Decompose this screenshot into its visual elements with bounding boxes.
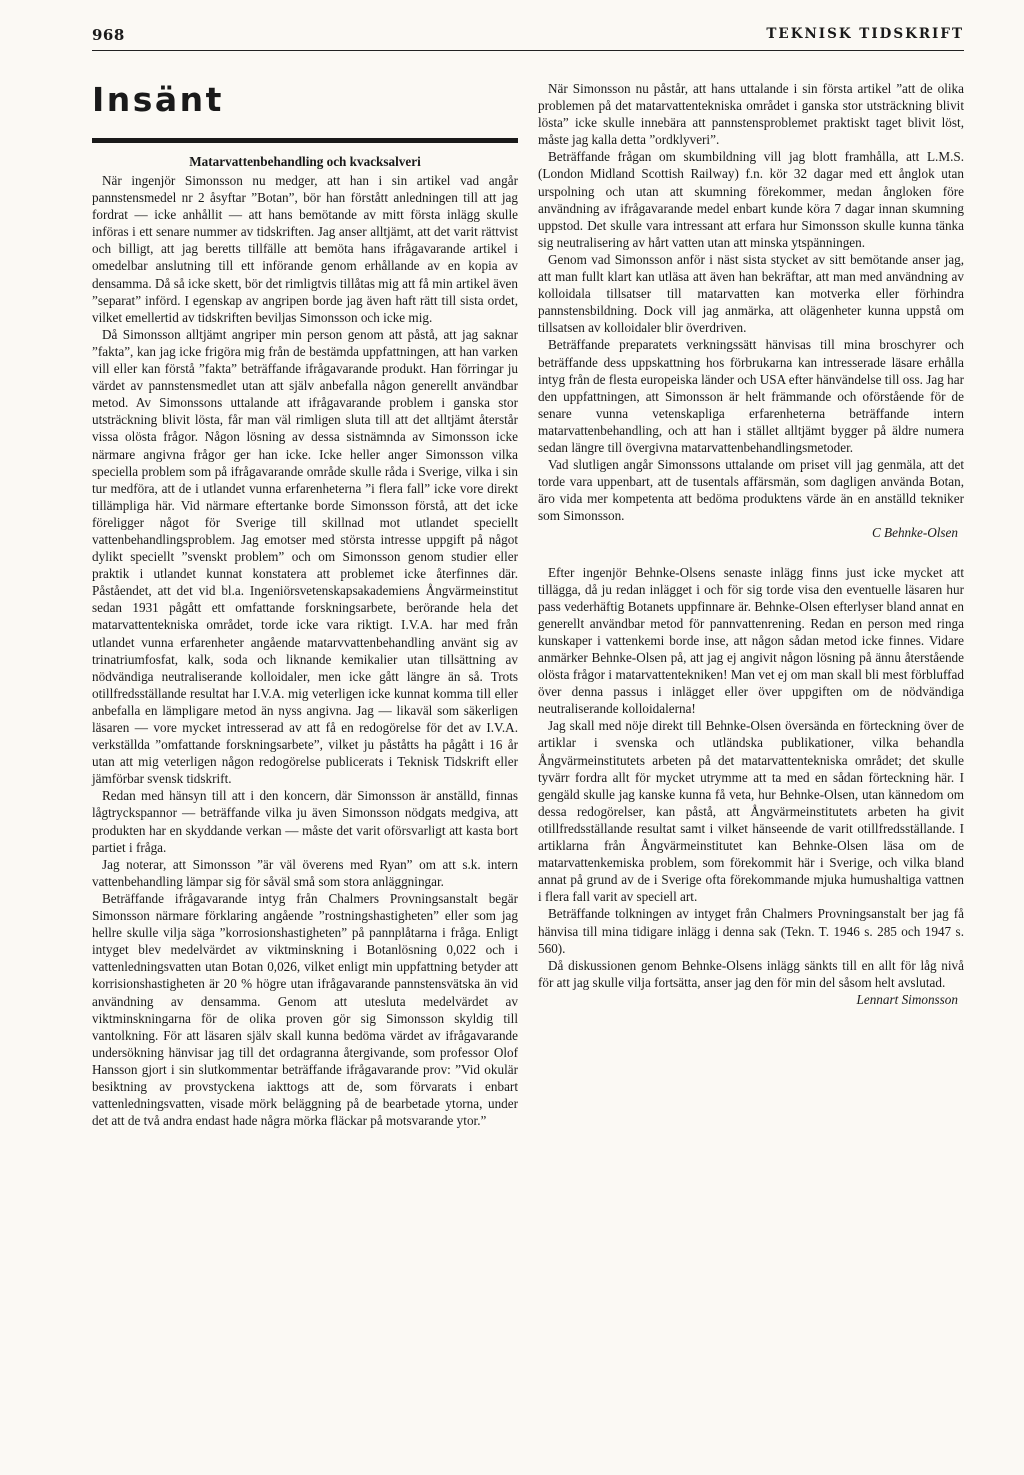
journal-title: TEKNISK TIDSKRIFT	[766, 26, 964, 42]
paragraph: Efter ingenjör Behnke-Olsens senaste inlägg finns just icke mycket att tillägga, då ju redan inlägget i och för sig torde visa den eventuelle läsaren hur pass vederhäftig Botanets uppfinnare är. Behnke-Olsen efterlyser bland annat en generellt användbar metod för pannvattenrening. Redan en person med ringa kunskaper i vattenkemi borde inse, att någon sådan metod icke finnes. Vidare anmärker Behnke-Olsen på, att jag ej angivit någon lösning på ännu återstående olösta frågor i matarvattentekniken! Man vet ej om man skall bli mest förbluffad över denna passus i inlägget eller över uppgiften om de nödvändiga neutraliserande kolloidalerna!	[538, 564, 964, 717]
paragraph: Beträffande preparatets verkningssätt hänvisas till mina broschyrer och beträffande dess uppskattning hos förbrukarna kan intresserade läsare erhålla intyg från de flesta europeiska länder och USA efter hänvändelse till oss. Jag har den uppfattningen, att Simonsson är helt främmande och oförstående för de senare vunna vetenskapliga erfarenheterna beträffande intern matarvattenbehandling, och att han i stället alltjämt bygger på äldre numera sedan längre till övergivna matarvattenbehandlingsmetoder.	[538, 337, 964, 455]
paragraph: Beträffande ifrågavarande intyg från Chalmers Provningsanstalt begär Simonsson närmare förklaring angående ”rostningshastigheten” eller som jag hellre skulle vilja säga ”korrosionshastigheten” på pannplåtarna i fråga. Enligt intyget blev medelvärdet av viktminskning i Botanlösning 0,022 och i vattenledningsvatten utan Botan 0,026, vilket enligt min uppfattning betyder att korrisionshastigheten är 20 % högre utan ifrågavarande pannstensvätska än vid användning av densamma. Genom att utesluta medelvärdet av viktminskningarna för de olika proven gör sig Simonsson skyldig till vantolkning. För att läsaren själv skall kunna bedöma värdet av ifrågavarande undersökning hänvisar jag till det ordagranna återgivande, som professor Olof Hansson gjort i sin slutkommentar beträffande ifrågavarande prov: ”Vid okulär besiktning av provstyckena iakttogs att de, som förvarats i enbart vattenledningsvatten, visade mörk beläggning på de bearbetade ytorna, under det att de två andra endast hade några mörka fläckar på motsvarande ytor.”	[92, 890, 518, 1129]
running-header	[92, 26, 964, 51]
paragraph: Beträffande frågan om skumbildning vill jag blott framhålla, att L.M.S. (London Midland Scottish Railway) f.n. kör 32 dagar med ett ånglok utan urspolning och utan att skumning förekommer, medan ångloken före användning av ifrågavarande medel enbart kunde köra 7 dagar innan skumning uppstod. Det skulle vara intressant att erfara hur Simonsson skulle kunna tänka sig neutralisering av hårt vatten utan att minska ytspänningen.	[538, 149, 964, 250]
paragraph: Jag skall med nöje direkt till Behnke-Olsen översända en förteckning över de artiklar i svenska och utländska publikationer, vilka behandla Ångvärmeinstitutets arbeten på det matarvattentekniska området; det skulle tyvärr fordra allt för mycket utrymme att ta med en sådan förteckning här. I gengäld skulle jag kanske kunna få veta, hur Behnke-Olsen, utan kännedom om dessa redogörelser, kan påstå, att Ångvärmeinstitutets arbeten ha givit otillfredsställande resultat samt i vilket hänseende de varit otillfredsställande. I artiklarna från Ångvärmeinstitutet kan Behnke-Olsen läsa om de matarvattenkemiska problem, som förekommit här i Sverige, och vilka bland annat på grund av de i Sverige ofta förekommande mjuka humushaltiga vattnen i flera fall varit av speciell art.	[538, 718, 964, 905]
paragraph: Genom vad Simonsson anför i näst sista stycket av sitt bemötande anser jag, att man fullt klart kan utläsa att även han bekräftar, att man med användning av kolloidala tillsatser till matarvatten kan motverka eller förhindra pannstensbildning. Dock vill jag anmärka, att olägenheter kunna uppstå om tillsatsen av kolloidaler blir överdriven.	[538, 251, 964, 336]
paragraph: När ingenjör Simonsson nu medger, att han i sin artikel vad angår pannstensmedel nr 2 åsyftar ”Botan”, bör han förstått anledningen till att jag fordrat — icke anhållit — att hans bemötande av mitt första inlägg skulle införas i ett senare nummer av tidskriften. Jag anser alltjämt, att det varit rättvist och billigt, att jag beretts tillfälle att bemöta hans ifrågavarande artikel i omedelbar anslutning till ett införande genom erhållande av en kopia av densamma. Då så icke skett, bör det rimligtvis tillåtas mig att få min artikel även ”separat” införd. I egenskap av angripen borde jag även haft rätt till sista ordet, vilket emellertid av tidskriften beviljas Simonsson och icke mig.	[92, 173, 518, 325]
section-title: Insänt	[92, 80, 224, 119]
paragraph: Beträffande tolkningen av intyget från Chalmers Provningsanstalt ber jag få hänvisa till mina tidigare inlägg i denna sak (Tekn. T. 1946 s. 285 och 1947 s. 560).	[538, 906, 964, 956]
paragraph: Redan med hänsyn till att i den koncern, där Simonsson är anställd, finnas lågtryckspannor — beträffande vilka ju även Simonsson nödgats medgiva, att produkten har en skyddande verkan — måste det varit oförsvarligt att kasta bort partiet i fråga.	[92, 788, 518, 855]
paragraph: Jag noterar, att Simonsson ”är väl överens med Ryan” om att s.k. intern vattenbehandling lämpar sig för såväl små som stora anläggningar.	[92, 856, 518, 889]
signature-behnke-olsen: C Behnke-Olsen	[871, 525, 958, 541]
title-rule	[92, 138, 518, 143]
paragraph: Då Simonsson alltjämt angriper min person genom att påstå, att jag saknar ”fakta”, kan jag icke frigöra mig från de bestämda uppfattningen, att han varken vill eller kan förstå ”fakta” beträffande ifrågavarande produkt. Han förringar ju värdet av pannstensmedlet utan att själv anbefalla någon generellt användbar metod. Av Simonssons uttalande att ifrågavarande problem i ganska stor utsträckning blivit lösta, får man väl rimligen sluta till att det alltjämt återstår vissa olösta frågor. Någon lösning av dessa sistnämnda av Simonsson icke närmare angivna frågor ger han icke. Icke heller anger Simonsson vilka speciella problem som på ifrågavarande område skulle råda i Sverige, vilka i sin tur medföra, att de i utlandet vunna erfarenheterna ”i flera fall” icke vore direkt tillämpliga här. Vid närmare eftertanke borde Simonsson förstå, att det icke föreligger något för Sverige till skillnad mot utlandet speciellt vattenbehandlingsproblem. Jag emotser med största intresse uppgift på något dylikt speciellt ”svenskt problem” och om Simonsson genom studier eller praktik i utlandet kunnat konstatera att problemet icke återfinnes där. Påståendet, att det vid bl.a. Ingeniörsvetenskapsakademiens Ångvärmeinstitut sedan 1931 pågått ett omfattande forskningsarbete, berörande hela det matarvattentekniska området, torde icke vara riktigt. I.V.A. har med från utlandet vunna erfarenheter angående matarvvattenbehandling använt sig av trinatriumfosfat, kalk, soda och liknande kemikalier utan tillsättning av nödvändiga neutraliserande kolloidaler, men icke gått längre än så. Trots otillfredsställande resultat har I.V.A. mig veterligen icke kunnat komma till eller anbefalla en lämpligare metod än nyss angivna. Jag — likaväl som säkerligen läsaren — vore mycket intresserad av att få en redogörelse för det av I.V.A. verkställda ”omfattande forskningsarbete”, vilket ju påståtts ha pågått i 16 år utan att mig veterligen någon redogörelse publicerats i Teknisk Tidskrift eller jämförbar svensk tidskrift.	[92, 326, 518, 787]
right-column	[538, 80, 964, 1008]
reply-gap	[538, 542, 964, 564]
article-heading: Matarvattenbehandling och kvacksalveri	[189, 154, 421, 169]
paragraph: När Simonsson nu påstår, att hans uttalande i sin första artikel ”att de olika problemen på det matarvattentekniska området i ganska stor utsträckning blivit lösta” icke skulle innebära att pannstensproblemet praktiskt taget blivit löst, måste jag kalla detta ”ordklyveri”.	[538, 81, 964, 148]
signature-simonsson: Lennart Simonsson	[856, 991, 958, 1007]
page-number: 968	[92, 26, 125, 44]
paragraph: Då diskussionen genom Behnke-Olsens inlägg sänkts till en allt för låg nivå för att jag skulle vilja fortsätta, anser jag den för min del såsom helt avslutad.	[538, 957, 964, 990]
left-column	[92, 80, 518, 1129]
paragraph: Vad slutligen angår Simonssons uttalande om priset vill jag genmäla, att det torde vara uppenbart, att de tusentals affärsmän, som dagligen använda Botan, äro vida mer kompetenta att bedöma produktens värde än en anställd tekniker som Simonsson.	[538, 457, 964, 524]
